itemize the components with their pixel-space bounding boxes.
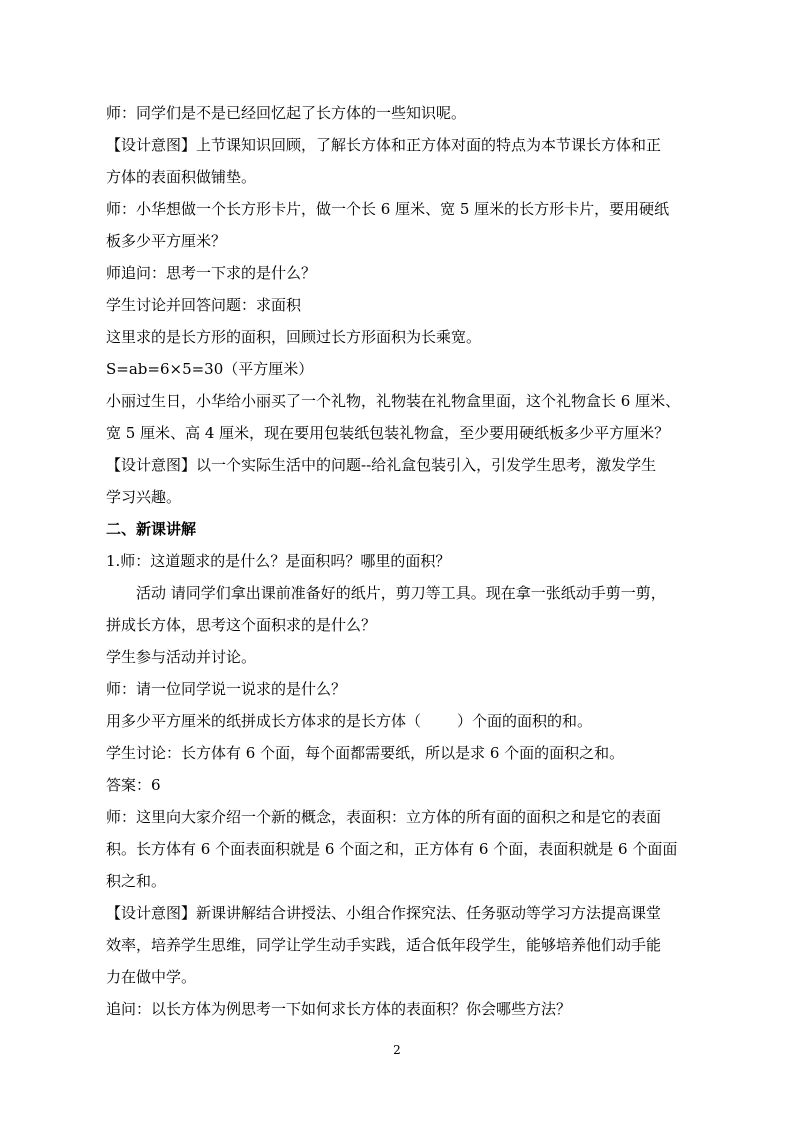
paragraph-line: 学生讨论：长方体有 6 个面，每个面都需要纸，所以是求 6 个面的面积之和。: [106, 744, 625, 762]
document-body: [106, 97, 698, 1025]
paragraph-line: 小丽过生日，小华给小丽买了一个礼物，礼物装在礼物盒里面，这个礼物盒长 6 厘米、: [106, 392, 681, 410]
paragraph-line: 师：这里向大家介绍一个新的概念，表面积：立方体的所有面的面积之和是它的表面: [106, 808, 662, 826]
paragraph-line: 拼成长方体，思考这个面积求的是什么？: [106, 616, 377, 634]
section-heading: 二、新课讲解: [106, 520, 197, 538]
paragraph-line: 学生参与活动并讨论。: [106, 648, 257, 666]
paragraph-line: 师追问：思考一下求的是什么？: [106, 264, 317, 282]
paragraph-line: 积之和。: [106, 872, 167, 890]
page-number: 2: [393, 1043, 401, 1057]
paragraph-line: 师：小华想做一个长方形卡片，做一个长 6 厘米、宽 5 厘米的长方形卡片，要用硬纸: [106, 200, 670, 218]
question-line: [106, 705, 698, 737]
paragraph-line: 追问：以长方体为例思考一下如何求长方体的表面积？你会哪些方法？: [106, 1000, 572, 1018]
question-text-before-blank: 用多少平方厘米的纸拼成长方体求的是长方体（: [106, 712, 422, 730]
paragraph-line: 师：同学们是不是已经回忆起了长方体的一些知识呢。: [106, 104, 467, 122]
answer-line: 答案：6: [106, 776, 161, 794]
paragraph-line: 宽 5 厘米、高 4 厘米，现在要用包装纸包装礼物盒，至少要用硬纸板多少平方厘米？: [106, 424, 670, 442]
paragraph-line: 板多少平方厘米？: [106, 232, 227, 250]
design-intent-line: 【设计意图】新课讲解结合讲授法、小组合作探究法、任务驱动等学习方法提高课堂: [106, 904, 662, 922]
paragraph-line: 力在做中学。: [106, 968, 197, 986]
formula-line: S=ab=6×5=30（平方厘米）: [106, 360, 314, 378]
design-intent-line: 【设计意图】以一个实际生活中的问题--给礼盒包装引入，引发学生思考，激发学生: [106, 456, 657, 474]
paragraph-line: 这里求的是长方形的面积，回顾过长方形面积为长乘宽。: [106, 328, 482, 346]
activity-line: 活动 请同学们拿出课前准备好的纸片，剪刀等工具。现在拿一张纸动手剪一剪，: [136, 584, 666, 602]
paragraph-line: 积。长方体有 6 个面表面积就是 6 个面之和，正方体有 6 个面，表面积就是 6 个面面: [106, 840, 678, 858]
design-intent-line: 【设计意图】上节课知识回顾，了解长方体和正方体对面的特点为本节课长方体和正: [106, 136, 662, 154]
paragraph-line: 师：请一位同学说一说求的是什么？: [106, 680, 347, 698]
paragraph-line: 效率，培养学生思维，同学让学生动手实践，适合低年段学生，能够培养他们动手能: [106, 936, 662, 954]
paragraph-line: 方体的表面积做铺垫。: [106, 168, 257, 186]
paragraph-line: 学习兴趣。: [106, 488, 182, 506]
question-text-after-blank: ）个面的面积的和。: [457, 712, 593, 730]
paragraph-line: 1.师：这道题求的是什么？是面积吗？哪里的面积？: [106, 552, 451, 570]
paragraph-line: 学生讨论并回答问题：求面积: [106, 296, 302, 314]
